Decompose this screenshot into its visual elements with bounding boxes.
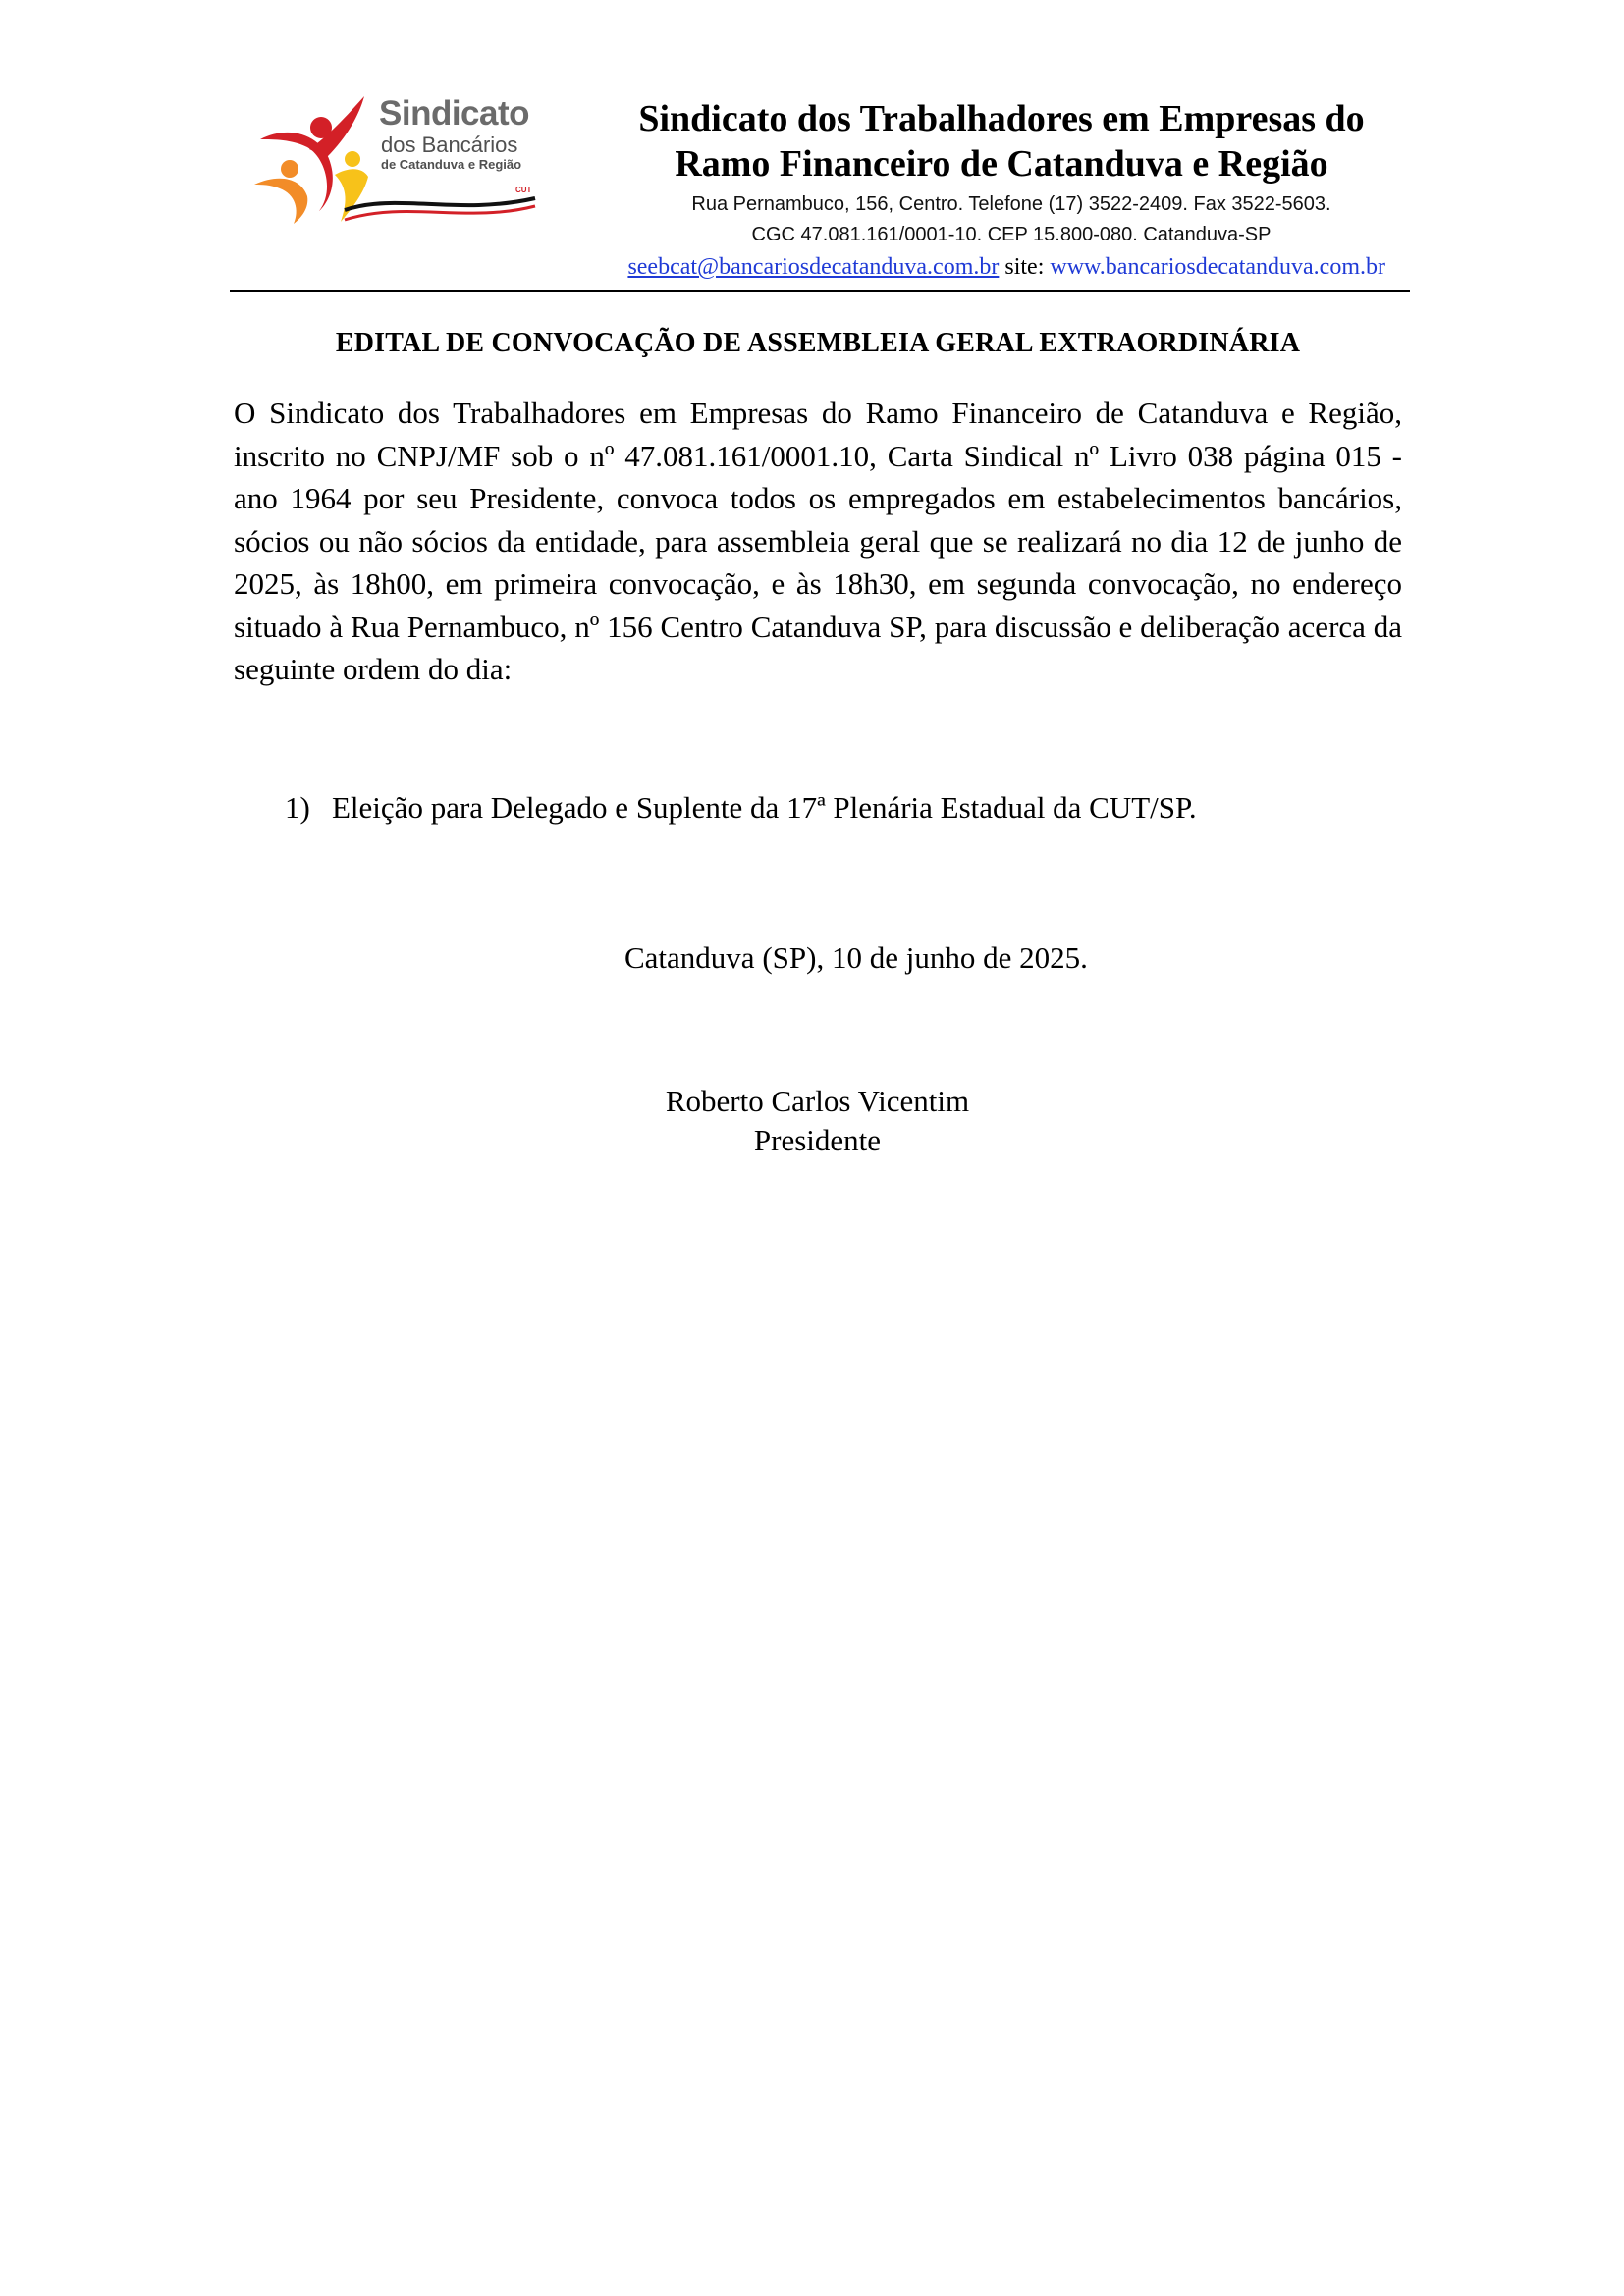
address-line-1: Rua Pernambuco, 156, Centro. Telefone (17) 3522-2409. Fax 3522-5603. xyxy=(691,193,1331,215)
address-line-2: CGC 47.081.161/0001-10. CEP 15.800-080. Catanduva-SP xyxy=(751,224,1272,245)
logo-region: de Catanduva e Região xyxy=(381,157,522,172)
document-heading: EDITAL DE CONVOCAÇÃO DE ASSEMBLEIA GERAL EXTRAORDINÁRIA xyxy=(335,328,1301,358)
signatory-title: Presidente xyxy=(753,1123,882,1157)
place-date-line: Catanduva (SP), 10 de junho de 2025. xyxy=(624,940,1088,975)
agenda-item-text: Eleição para Delegado e Suplente da 17ª Plenária Estadual da CUT/SP. xyxy=(332,790,1197,825)
letterhead-title xyxy=(569,96,1434,187)
letterhead-contacts xyxy=(404,254,1385,281)
union-logo xyxy=(250,88,545,226)
agenda-list xyxy=(285,790,1197,826)
email-link[interactable]: seebcat@bancariosdecatanduva.com.br xyxy=(627,254,1000,280)
logo-cut-tag: CUT xyxy=(515,186,532,194)
logo-subtitle: dos Bancários xyxy=(381,133,518,157)
agenda-item-number: 1) xyxy=(285,790,310,825)
signatory-name: Roberto Carlos Vicentim xyxy=(665,1084,970,1118)
logo-name: Sindicato xyxy=(379,94,530,133)
letterhead-title-line-1: Sindicato dos Trabalhadores em Empresas do xyxy=(638,98,1365,139)
site-label: site: xyxy=(1004,254,1045,280)
letterhead-address xyxy=(589,189,1434,250)
convocation-paragraph: O Sindicato dos Trabalhadores em Empresas do Ramo Financeiro de Catanduva e Região, inscrito no CNPJ/MF sob o nº 47.081.161/0001.10, Carta Sindical nº Livro 038 página 015 - ano 1964 por seu Presidente, convoca todos os empregados em estabelecimentos bancários, sócios ou não sócios da entidade, para assembleia geral que se realizará no dia 12 de junho de 2025, às 18h00, em primeira convocação, e às 18h30, em segunda convocação, no endereço situado à Rua Pernambuco, nº 156 Centro Catanduva SP, para discussão e deliberação acerca da seguinte ordem do dia: xyxy=(234,396,1402,686)
header-divider xyxy=(230,290,1410,292)
letterhead-title-line-2: Ramo Financeiro de Catanduva e Região xyxy=(675,143,1328,185)
website-link[interactable]: www.bancariosdecatanduva.com.br xyxy=(1050,254,1385,280)
agenda-item xyxy=(285,790,1197,826)
